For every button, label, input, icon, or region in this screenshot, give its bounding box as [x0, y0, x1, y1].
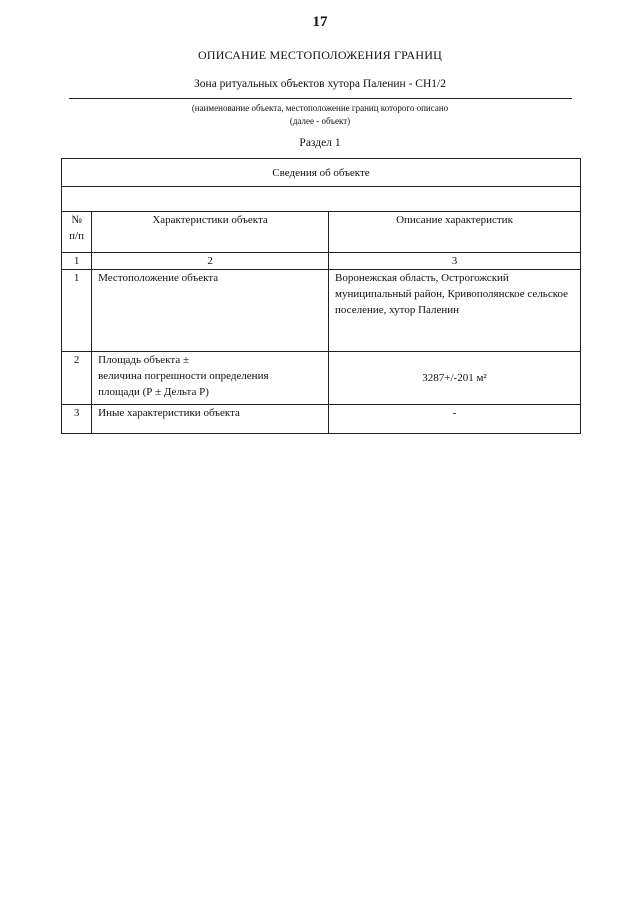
- object-name: Зона ритуальных объектов хутора Паленин - СН1/2: [194, 78, 446, 90]
- row-number: 3: [62, 405, 92, 434]
- table-row: [62, 270, 581, 352]
- row-description: 3287+/-201 м²: [329, 352, 581, 405]
- table-spacer-row: [62, 187, 581, 212]
- column-number: 1: [62, 253, 92, 270]
- object-name-underline: [69, 98, 572, 99]
- table-header-row: [62, 212, 581, 253]
- page-number: 17: [312, 14, 328, 30]
- table-title: Сведения об объекте: [62, 159, 581, 187]
- row-characteristic: Местоположение объекта: [92, 270, 329, 352]
- table-row: [62, 405, 581, 434]
- row-number: 1: [62, 270, 92, 352]
- caption-line-2: (далее - объект): [289, 116, 351, 126]
- section-title: Раздел 1: [299, 137, 341, 149]
- table-column-numbers-row: [62, 253, 581, 270]
- document-title: ОПИСАНИЕ МЕСТОПОЛОЖЕНИЯ ГРАНИЦ: [198, 48, 442, 62]
- row-characteristic: Иные характеристики объекта: [92, 405, 329, 434]
- row-description: -: [329, 405, 581, 434]
- header-characteristic: Характеристики объекта: [92, 212, 329, 253]
- row-number: 2: [62, 352, 92, 405]
- caption-line-1: (наименование объекта, местоположение границ которого описано: [191, 103, 449, 113]
- header-number: № п/п: [62, 212, 92, 253]
- table-title-row: [62, 159, 581, 187]
- object-name-caption: [0, 102, 640, 128]
- table-spacer: [62, 187, 581, 212]
- object-info-table: [61, 158, 581, 434]
- column-number: 3: [329, 253, 581, 270]
- row-characteristic: Площадь объекта ± величина погрешности определения площади (Р ± Дельта Р): [92, 352, 329, 405]
- row-description: Воронежская область, Острогожский муниципальный район, Кривополянское сельское поселение, хутор Паленин: [329, 270, 581, 352]
- column-number: 2: [92, 253, 329, 270]
- table-row: [62, 352, 581, 405]
- header-description: Описание характеристик: [329, 212, 581, 253]
